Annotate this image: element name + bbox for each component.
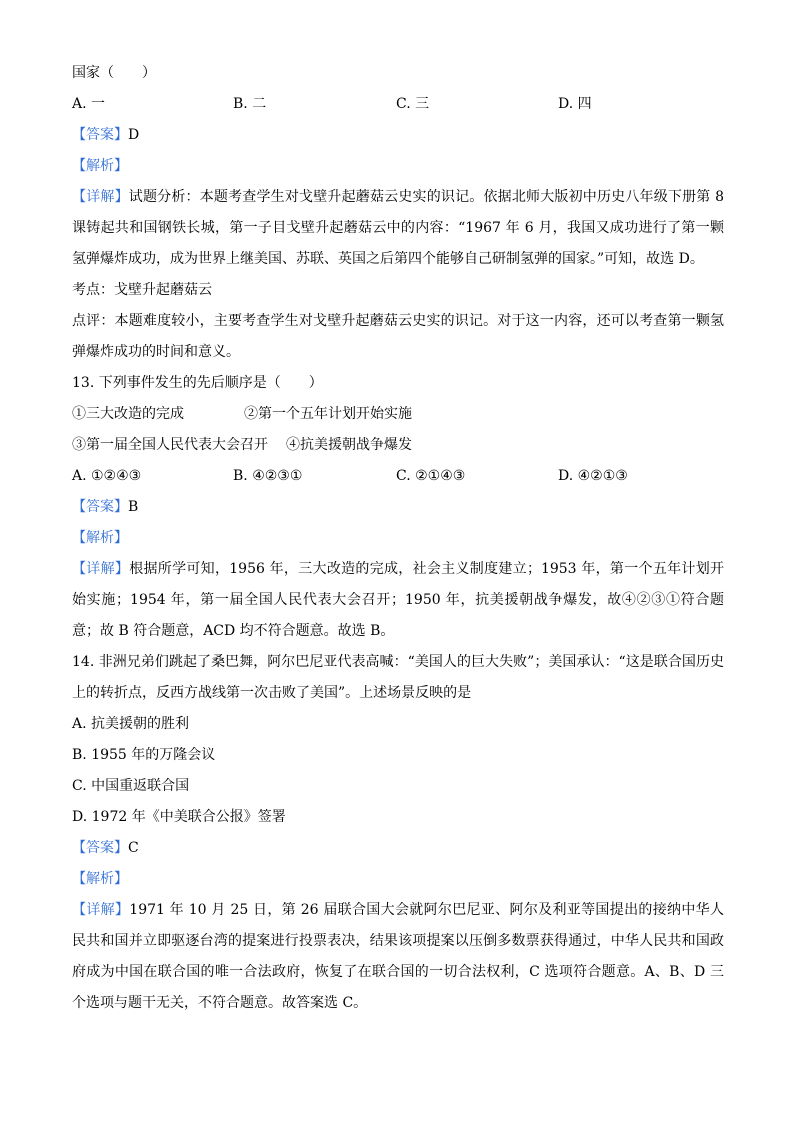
q14-option-d: D. 1972 年《中美联合公报》签署 [72,809,286,825]
detail-text: 1971 年 10 月 25 日，第 26 届联合国大会就阿尔巴尼亚、阿尔及利亚等国提出的接纳中华人民共和国并立即驱逐台湾的提案进行投票表决，结果该项提案以压倒多数票获得通过，中华人民共和国政府成为中国在联合国的唯一合法政府，恢复了在联合国的一切合法权利，C 选项符合题意。A、B、D 三个选项与题干无关，不符合题意。故答案选 C。 [72,902,724,1011]
detail-label: 【详解】 [72,561,130,577]
q13-items-row1 [72,399,724,430]
answer-value: C [128,840,139,856]
q12-option-c: C. 三 [396,96,430,112]
detail-text: 试题分析：本题考查学生对戈壁升起蘑菇云史实的识记。依据北师大版初中历史八年级下册第 8 课铸起共和国钢铁长城，第一子目戈壁升起蘑菇云中的内容：“1967 年 6 月，我国又成功进行了第一颗氢弹爆炸成功，成为世界上继美国、苏联、英国之后第四个能够自己研制氢弹的国家。”可知，故选 D。 [72,189,725,267]
q12-dianping: 点评：本题难度较小，主要考查学生对戈壁升起蘑菇云史实的识记。对于这一内容，还可以考查第一颗氢弹爆炸成功的时间和意义。 [72,313,724,360]
q12-answer [72,120,724,151]
q13-stem: 13. 下列事件发生的先后顺序是（ ） [72,375,323,391]
q12-options [72,89,724,120]
q13-options [72,461,724,492]
q14-detail [72,895,724,1019]
q14-stem: 14. 非洲兄弟们跳起了桑巴舞，阿尔巴尼亚代表高喊：“美国人的巨大失败”；美国承认：“这是联合国历史上的转折点，反西方战线第一次击败了美国”。上述场景反映的是 [72,654,724,701]
detail-label: 【详解】 [72,902,130,918]
q13-option-a: A. ①②④③ [72,468,142,484]
q12-option-a: A. 一 [72,96,106,112]
detail-text: 根据所学可知，1956 年，三大改造的完成，社会主义制度建立；1953 年，第一个五年计划开始实施；1954 年，第一届全国人民代表大会召开；1950 年，抗美援朝战争爆发，故④②③①符合题意；故 B 符合题意，ACD 均不符合题意。故选 B。 [72,561,725,639]
q13-item-1: ①三大改造的完成 [72,406,184,422]
answer-value: B [128,499,139,515]
answer-label: 【答案】 [72,127,128,143]
q13-detail [72,554,724,647]
q13-answer [72,492,724,523]
q13-option-d: D. ④②①③ [558,468,628,484]
q14-option-b: B. 1955 年的万隆会议 [72,747,216,763]
q12-kaodian: 考点：戈壁升起蘑菇云 [72,282,212,298]
q13-option-b: B. ④②③① [233,468,303,484]
q12-option-b: B. 二 [233,96,267,112]
q13-analysis-label: 【解析】 [72,530,128,546]
q13-item-2: ②第一个五年计划开始实施 [244,406,412,422]
q14-option-c: C. 中国重返联合国 [72,778,190,794]
detail-label: 【详解】 [72,189,129,205]
q14-answer [72,833,724,864]
q12-detail [72,182,724,275]
q14-analysis-label: 【解析】 [72,871,128,887]
answer-label: 【答案】 [72,499,128,515]
q14-option-a: A. 抗美援朝的胜利 [72,716,190,732]
q12-stem-end: 国家（ ） [72,65,156,81]
q13-item-3: ③第一届全国人民代表大会召开 [72,437,268,453]
q12-analysis-label: 【解析】 [72,158,128,174]
document-page [72,58,724,1019]
q13-item-4: ④抗美援朝战争爆发 [286,437,412,453]
q12-option-d: D. 四 [558,96,592,112]
q13-items-row2 [72,430,724,461]
q13-option-c: C. ②①④③ [396,468,466,484]
answer-label: 【答案】 [72,840,128,856]
answer-value: D [128,127,140,143]
